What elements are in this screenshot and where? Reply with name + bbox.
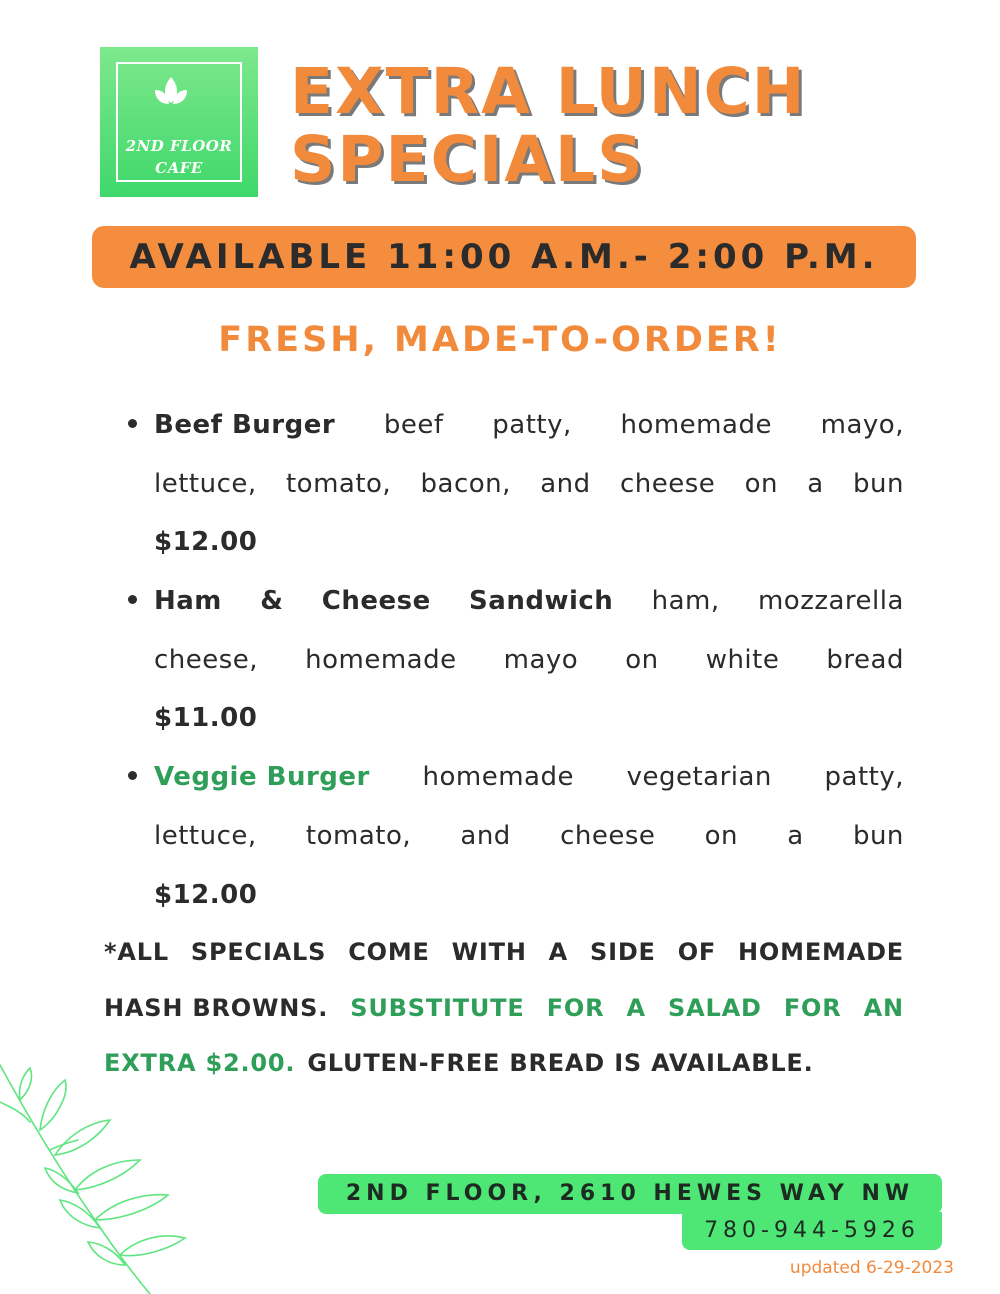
desc-word: cheese: [619, 468, 716, 499]
desc-word: a: [787, 820, 804, 851]
notes-line: [104, 981, 904, 1037]
desc-word: tomato,: [305, 820, 412, 851]
desc-word: white: [705, 644, 780, 675]
desc-word: homemade: [422, 762, 574, 793]
desc-word: cheese: [560, 820, 656, 851]
menu-line: [154, 513, 904, 572]
address-banner: [318, 1174, 942, 1214]
leaf-icon: [154, 73, 188, 107]
note-word: FOR: [546, 993, 605, 1022]
item-price: $12.00: [154, 527, 258, 558]
leaf-branch-icon: [0, 1060, 200, 1294]
note-word: SIDE: [590, 938, 656, 966]
note-word: HOMEMADE: [738, 938, 904, 966]
note-word: *ALL: [104, 938, 169, 966]
menu-line: [154, 807, 904, 866]
specials-notes: [104, 925, 904, 1092]
hours-banner: [92, 226, 916, 288]
desc-word: and: [460, 820, 511, 851]
note-word: OF: [677, 938, 717, 966]
address-text: 2ND FLOOR, 2610 HEWES WAY NW: [345, 1181, 915, 1206]
menu-list: [122, 396, 904, 924]
desc-word: on: [744, 468, 778, 499]
item-name-word: Ham: [154, 586, 222, 617]
logo-line-2: CAFE: [155, 159, 203, 177]
desc-word: tomato,: [285, 468, 392, 499]
item-price: $11.00: [154, 703, 258, 734]
updated-date: updated 6-29-2023: [789, 1258, 954, 1278]
menu-line: [154, 866, 904, 925]
menu-item-veggie-burger: [122, 748, 904, 924]
menu-line: [154, 455, 904, 514]
desc-word: mayo: [503, 644, 579, 675]
menu-item-ham-cheese-sandwich: [122, 572, 904, 748]
desc-word: on: [704, 820, 739, 851]
note-word: SUBSTITUTE: [350, 993, 525, 1022]
subheading: FRESH, MADE-TO-ORDER!: [218, 320, 782, 360]
title-line-1: EXTRA LUNCH: [290, 55, 807, 128]
note-word: AN: [863, 993, 904, 1022]
desc-word: lettuce,: [154, 820, 257, 851]
item-price: $12.00: [154, 879, 258, 910]
phone-banner: [682, 1212, 942, 1250]
menu-line: [154, 572, 904, 631]
desc-word: lettuce,: [154, 468, 257, 499]
menu-line: [154, 748, 904, 807]
desc-word: cheese,: [154, 644, 259, 675]
desc-word: patty,: [492, 410, 572, 440]
notes-line: [104, 925, 904, 981]
desc-word: homemade: [620, 410, 772, 440]
note-word: A: [548, 938, 569, 966]
logo-line-1: 2ND FLOOR: [125, 137, 233, 155]
note-word: FOR: [783, 993, 842, 1022]
logo-text: [100, 135, 258, 179]
note-word: A: [626, 993, 646, 1022]
note-word: EXTRA $2.00.: [104, 1049, 296, 1077]
menu-line: [154, 689, 904, 748]
menu-item-beef-burger: [122, 396, 904, 572]
bullet: [128, 771, 137, 780]
item-name: Veggie Burger: [154, 762, 370, 793]
note-word: COME: [348, 938, 430, 966]
note-word: SALAD: [668, 993, 762, 1022]
desc-word: bacon,: [420, 468, 511, 499]
bullet: [128, 595, 137, 604]
notes-line: [104, 1036, 904, 1092]
desc-word: and: [540, 468, 591, 499]
cafe-logo: [100, 47, 258, 197]
desc-word: mayo,: [820, 410, 904, 440]
desc-word: a: [807, 468, 824, 499]
title-line-2: SPECIALS: [290, 123, 645, 196]
desc-word: on: [625, 644, 659, 675]
note-word: SPECIALS: [190, 938, 327, 966]
note-word: HASH BROWNS.: [104, 993, 329, 1022]
desc-word: bread: [826, 644, 904, 675]
item-name-word: &: [260, 586, 284, 617]
desc-word: mozzarella: [757, 586, 904, 617]
item-name-word: Cheese: [321, 586, 431, 617]
page-title: [290, 55, 850, 196]
item-name-word: Sandwich: [469, 586, 614, 617]
item-name: Beef Burger: [154, 410, 336, 440]
bullet: [128, 419, 137, 428]
desc-word: bun: [852, 820, 904, 851]
desc-word: patty,: [824, 762, 904, 793]
desc-word: bun: [853, 468, 904, 499]
phone-text: 780-944-5926: [704, 1218, 920, 1243]
note-word: WITH: [451, 938, 527, 966]
desc-word: homemade: [305, 644, 457, 675]
gluten-free-note: GLUTEN-FREE BREAD IS AVAILABLE.: [307, 1049, 814, 1077]
menu-line: [154, 396, 904, 455]
hours-text: AVAILABLE 11:00 A.M.- 2:00 P.M.: [129, 237, 879, 277]
desc-word: beef: [383, 410, 444, 440]
menu-line: [154, 631, 904, 690]
desc-word: vegetarian: [626, 762, 772, 793]
desc-word: ham,: [651, 586, 720, 617]
